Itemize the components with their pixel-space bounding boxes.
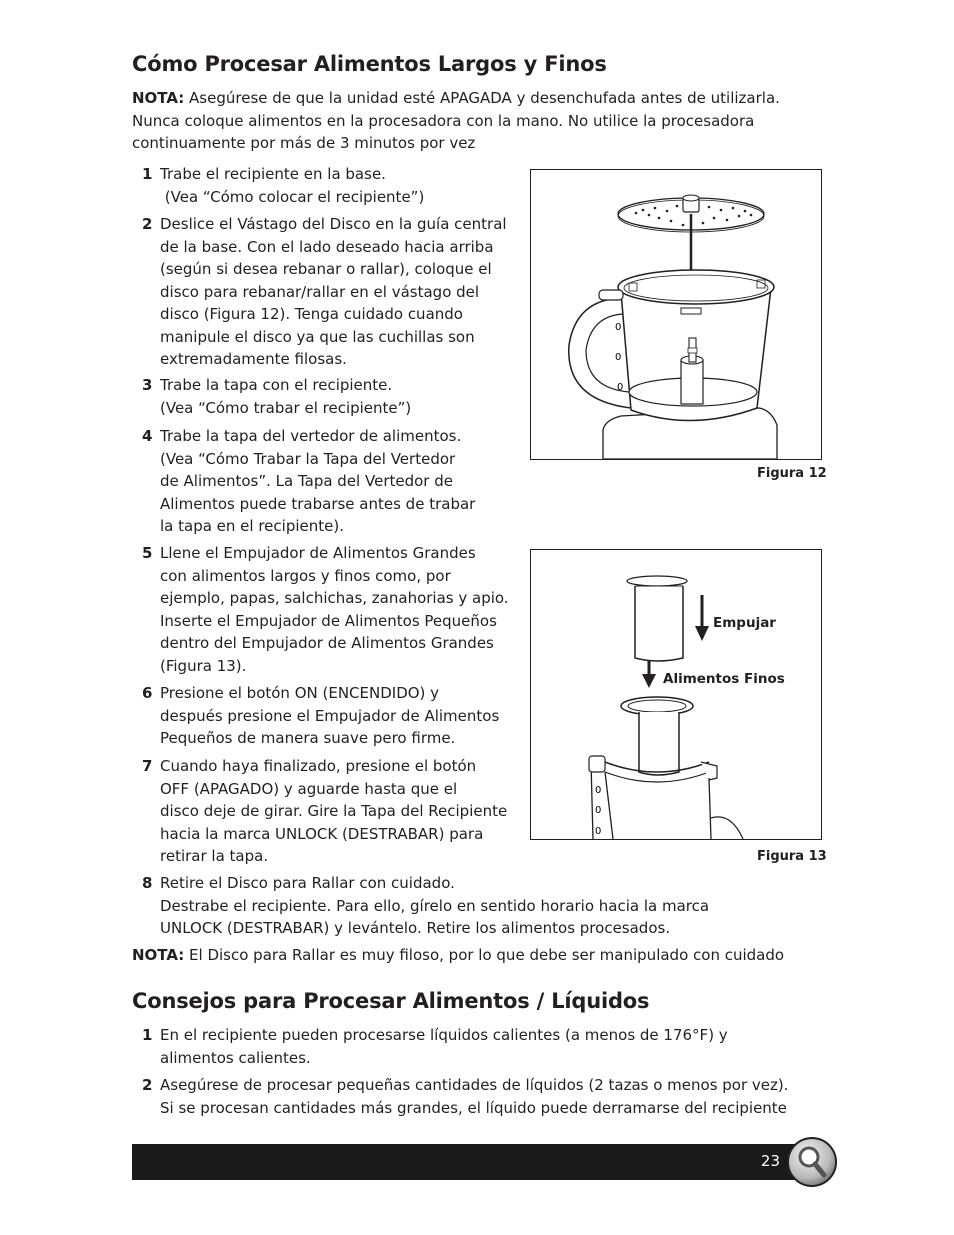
step-number: 2 — [142, 215, 153, 233]
step-line: con alimentos largos y finos como, por — [160, 566, 451, 585]
figure-13 — [530, 549, 822, 840]
step-line: Trabe el recipiente en la base. — [160, 165, 386, 183]
step-line: dentro del Empujador de Alimentos Grandes — [160, 634, 494, 652]
step-line: UNLOCK (DESTRABAR) y levántelo. Retire los alimentos procesados. — [160, 919, 671, 937]
footer-bar — [132, 1144, 808, 1180]
step-line: hacia la marca UNLOCK (DESTRABAR) para — [160, 824, 484, 843]
note-1 — [132, 87, 780, 155]
step-line: (Vea “Cómo trabar el recipiente”) — [160, 398, 412, 417]
step-text — [160, 755, 507, 868]
step-text — [160, 1074, 789, 1119]
note-label: NOTA: — [132, 946, 185, 964]
step-text — [160, 542, 509, 677]
note-label: NOTA: — [132, 89, 185, 107]
step-number: 2 — [142, 1076, 153, 1094]
svg-text:0: 0 — [615, 322, 622, 333]
step-line: En el recipiente pueden procesarse líquidos calientes (a menos de 176°F) y — [160, 1026, 728, 1044]
food-processor-bowl-disc-illustration — [531, 170, 821, 459]
step-number: 7 — [142, 757, 153, 775]
step-number: 4 — [142, 427, 153, 445]
note-line: Asegúrese de que la unidad esté APAGADA y desenchufada antes de utilizarla. — [189, 89, 780, 107]
step-text — [160, 1024, 728, 1069]
step-line: (Vea “Cómo Trabar la Tapa del Vertedor — [160, 449, 456, 468]
note-text: El Disco para Rallar es muy filoso, por lo que debe ser manipulado con cuidado — [189, 946, 785, 964]
step-number: 1 — [142, 1026, 153, 1044]
svg-text:0: 0 — [595, 826, 602, 837]
svg-text:0: 0 — [595, 805, 602, 816]
step-line: Inserte el Empujador de Alimentos Pequeños — [160, 611, 497, 630]
step-line: de la base. Con el lado deseado hacia arriba — [160, 237, 494, 256]
section-title-1: Cómo Procesar Alimentos Largos y Finos — [132, 52, 607, 76]
step-line: OFF (APAGADO) y aguarde hasta que el — [160, 779, 458, 798]
label-push: Empujar — [713, 615, 776, 631]
step-number: 5 — [142, 544, 153, 562]
step-line: Retire el Disco para Rallar con cuidado. — [160, 874, 455, 892]
step-text — [160, 425, 475, 538]
figure-12-caption: Figura 12 — [757, 466, 827, 481]
step-line: disco (Figura 12). Tenga cuidado cuando — [160, 305, 463, 323]
svg-text:0: 0 — [617, 382, 624, 393]
food-pusher-illustration — [531, 550, 821, 839]
step-line: Trabe la tapa del vertedor de alimentos. — [160, 427, 462, 445]
step-line: de Alimentos”. La Tapa del Vertedor de — [160, 472, 453, 490]
step-line: Presione el botón ON (ENCENDIDO) y — [160, 684, 440, 702]
step-line: manipule el disco ya que las cuchillas son — [160, 327, 475, 346]
step-line: después presione el Empujador de Alimentos — [160, 706, 500, 725]
step-line: Cuando haya finalizado, presione el botón — [160, 757, 477, 775]
step-line: ejemplo, papas, salchichas, zanahorias y apio. — [160, 589, 509, 607]
magnifier-icon — [786, 1136, 838, 1188]
step-text — [160, 374, 411, 419]
step-line: alimentos calientes. — [160, 1048, 311, 1067]
step-line: Pequeños de manera suave pero firme. — [160, 729, 456, 747]
step-line: Destrabe el recipiente. Para ello, gírelo en sentido horario hacia la marca — [160, 896, 710, 915]
step-line: (Figura 13). — [160, 656, 247, 675]
svg-text:0: 0 — [615, 352, 622, 363]
step-line: Trabe la tapa con el recipiente. — [160, 376, 393, 394]
note-line: Nunca coloque alimentos en la procesadora con la mano. No utilice la procesadora — [132, 111, 755, 130]
step-text — [160, 682, 499, 750]
step-line: (Vea “Cómo colocar el recipiente”) — [160, 187, 425, 206]
step-line: Alimentos puede trabarse antes de trabar — [160, 494, 476, 513]
figure-13-caption: Figura 13 — [757, 849, 827, 864]
step-line: Asegúrese de procesar pequeñas cantidades de líquidos (2 tazas o menos por vez). — [160, 1076, 789, 1094]
step-line: disco deje de girar. Gire la Tapa del Recipiente — [160, 802, 508, 820]
note-line: continuamente por más de 3 minutos por vez — [132, 134, 476, 152]
step-text — [160, 872, 709, 940]
step-number: 8 — [142, 874, 153, 892]
step-number: 1 — [142, 165, 153, 183]
step-text — [160, 213, 507, 371]
step-line: retirar la tapa. — [160, 847, 269, 865]
label-fine-food: Alimentos Finos — [663, 671, 785, 687]
step-number: 3 — [142, 376, 153, 394]
figure-12 — [530, 169, 822, 460]
page-number: 23 — [760, 1152, 780, 1170]
step-line: la tapa en el recipiente). — [160, 517, 344, 535]
step-line: (según si desea rebanar o rallar), coloque el — [160, 260, 492, 278]
step-line: Llene el Empujador de Alimentos Grandes — [160, 544, 476, 562]
step-line: Si se procesan cantidades más grandes, el líquido puede derramarse del recipiente — [160, 1098, 787, 1117]
section-title-2: Consejos para Procesar Alimentos / Líquidos — [132, 989, 650, 1013]
step-line: Deslice el Vástago del Disco en la guía central — [160, 215, 507, 233]
step-number: 6 — [142, 684, 153, 702]
svg-text:0: 0 — [595, 785, 602, 796]
note-2 — [132, 944, 784, 967]
step-text — [160, 163, 424, 208]
step-line: disco para rebanar/rallar en el vástago del — [160, 282, 480, 301]
step-line: extremadamente filosas. — [160, 350, 347, 368]
